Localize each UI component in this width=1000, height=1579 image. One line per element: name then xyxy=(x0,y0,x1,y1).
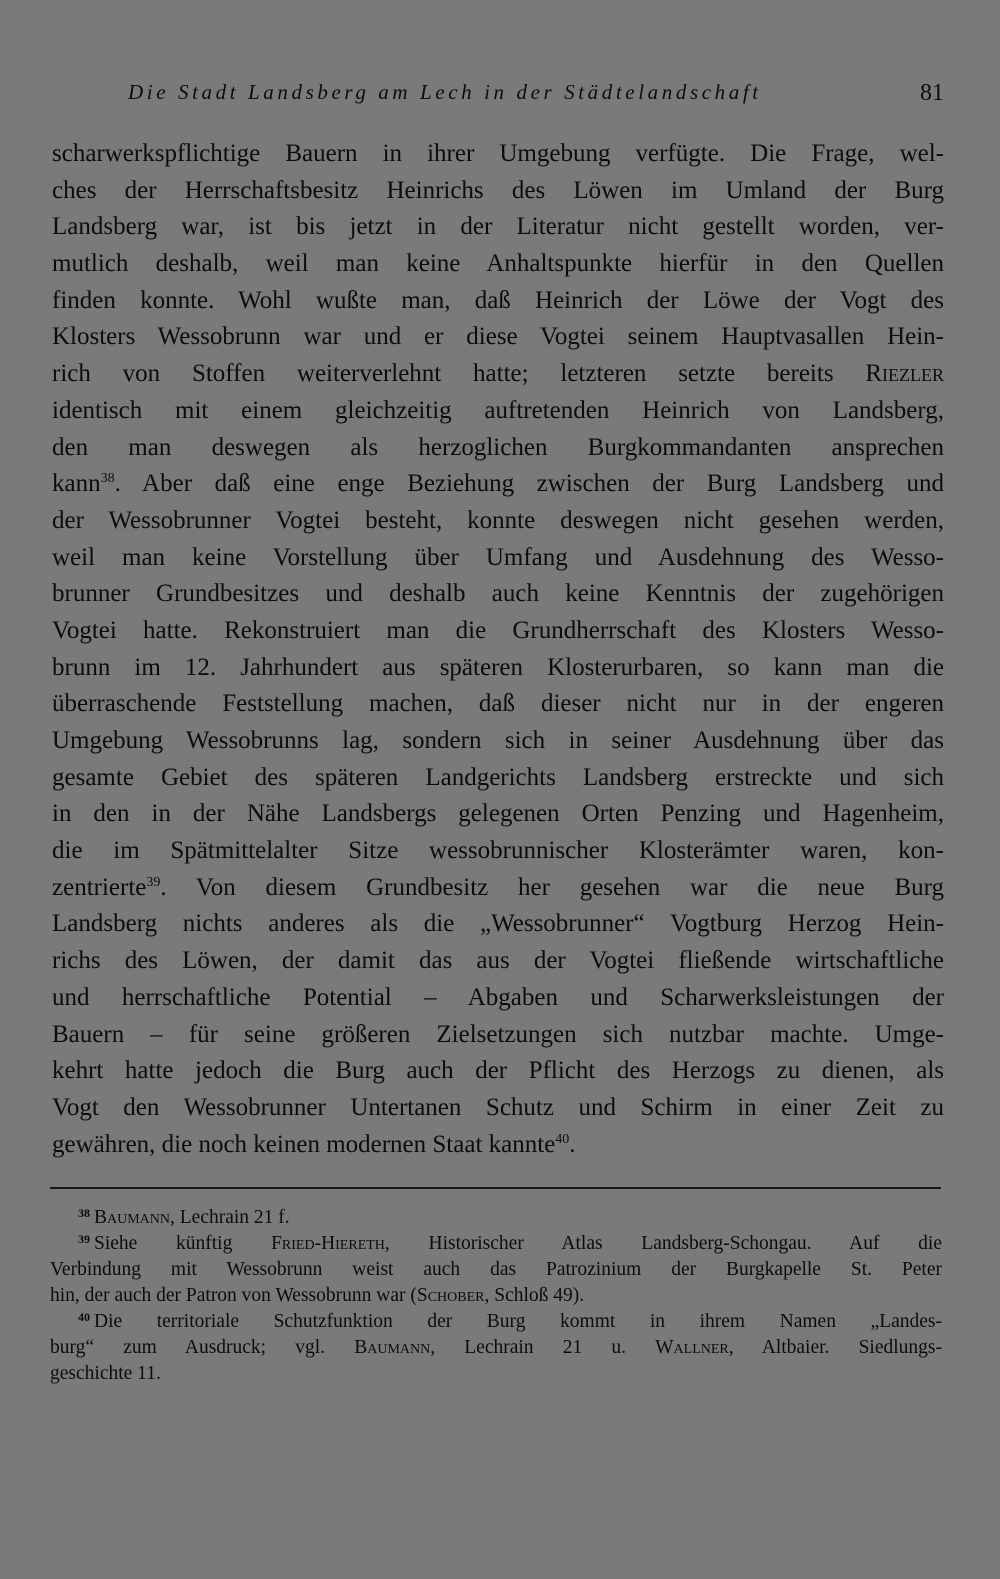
text-line: finden konnte. Wohl wußte man, daß Heinrich der Löwe der Vogt des xyxy=(52,286,944,314)
text-line: den man deswegen als herzoglichen Burgkommandanten ansprechen xyxy=(52,433,944,461)
author-name: Baumann xyxy=(354,1337,431,1358)
text-line: mutlich deshalb, weil man keine Anhaltspunkte hierfür in den Quellen xyxy=(52,250,944,278)
text-line: weil man keine Vorstellung über Umfang und Ausdehnung des Wesso- xyxy=(52,543,944,571)
footnote-number: 39 xyxy=(78,1232,90,1246)
running-title: Die Stadt Landsberg am Lech in der Städtelandschaft xyxy=(128,80,762,104)
text-line xyxy=(52,466,944,503)
text-fragment: rich von Stoffen weiterverlehnt hatte; letzteren setzte bereits xyxy=(52,360,834,388)
text-line: scharwerkspflichtige Bauern in ihrer Umgebung verfügte. Die Frage, wel- xyxy=(52,140,944,167)
footnote-ref[interactable]: 40 xyxy=(555,1131,570,1147)
text-line: Vogt den Wessobrunner Untertanen Schutz und Schirm in einer Zeit zu xyxy=(52,1093,944,1121)
footnote-divider xyxy=(50,1187,941,1189)
text-line: Klosters Wessobrunn war und er diese Vogtei seinem Hauptvasallen Hein- xyxy=(52,323,944,351)
text-line: Vogtei hatte. Rekonstruiert man die Grundherrschaft des Klosters Wesso- xyxy=(52,616,944,644)
text-line: Bauern – für seine größeren Zielsetzungen sich nutzbar machte. Umge- xyxy=(52,1020,944,1048)
page-header xyxy=(128,80,944,112)
footnote-38 xyxy=(50,1205,942,1231)
footnote-number: 38 xyxy=(78,1206,90,1220)
text-line: der Wessobrunner Vogtei besteht, konnte deswegen nicht gesehen werden, xyxy=(52,506,944,534)
text-fragment: . Von diesem Grundbesitz her gesehen war die neue Burg xyxy=(160,873,944,901)
text-fragment: Die territoriale Schutzfunktion der Burg kommt in ihrem Namen „Landes- xyxy=(94,1311,942,1332)
text-line: identisch mit einem gleichzeitig auftretenden Heinrich von Landsberg, xyxy=(52,396,944,424)
text-fragment: , Schloß 49). xyxy=(484,1285,585,1306)
text-line: kehrt hatte jedoch die Burg auch der Pflicht des Herzogs zu dienen, als xyxy=(52,1057,944,1085)
text-fragment: . Aber daß eine enge Beziehung zwischen der Burg Landsberg und xyxy=(114,470,944,498)
text-fragment: , Lechrain 21 f. xyxy=(170,1207,290,1228)
footnote-ref[interactable]: 39 xyxy=(146,874,161,890)
text-line: und herrschaftliche Potential – Abgaben und Scharwerksleistungen der xyxy=(52,983,944,1011)
text-line: in den in der Nähe Landsbergs gelegenen Orten Penzing und Hagenheim, xyxy=(52,800,944,828)
text-line xyxy=(52,356,944,393)
text-line xyxy=(52,870,944,907)
author-name: Riezler xyxy=(865,360,944,388)
text-line: brunn im 12. Jahrhundert aus späteren Klosterurbaren, so kann man die xyxy=(52,653,944,681)
footnote-line xyxy=(50,1283,942,1309)
text-fragment: kann xyxy=(52,470,101,498)
footnotes xyxy=(50,1205,942,1387)
footnote-line xyxy=(50,1335,942,1361)
footnote-39 xyxy=(50,1231,942,1257)
text-line: Umgebung Wessobrunns lag, sondern sich in seiner Ausdehnung über das xyxy=(52,727,944,754)
text-line: überraschende Feststellung machen, daß dieser nicht nur in der engeren xyxy=(52,690,944,718)
text-line: brunner Grundbesitzes und deshalb auch keine Kenntnis der zugehörigen xyxy=(52,580,944,608)
page-number: 81 xyxy=(920,80,944,106)
text-line: gesamte Gebiet des späteren Landgerichts Landsberg erstreckte und sich xyxy=(52,763,944,791)
text-line: die im Spätmittelalter Sitze wessobrunnischer Klosterämter waren, kon- xyxy=(52,837,944,865)
text-fragment: , Altbaier. Siedlungs- xyxy=(728,1337,943,1358)
text-fragment: hin, der auch der Patron von Wessobrunn war ( xyxy=(50,1285,417,1306)
text-fragment: , Historischer Atlas Landsberg-Schongau. Auf die xyxy=(384,1233,942,1254)
text-fragment: zentrierte xyxy=(52,873,147,901)
text-fragment: burg“ zum Ausdruck; vgl. xyxy=(50,1337,355,1358)
text-fragment: , Lechrain 21 u. xyxy=(430,1337,656,1358)
text-line: richs des Löwen, der damit das aus der Vogtei fließende wirtschaftliche xyxy=(52,947,944,975)
author-name: Schober xyxy=(416,1285,485,1306)
text-line: ches der Herrschaftsbesitz Heinrichs des Löwen im Umland der Burg xyxy=(52,176,944,204)
text-fragment: Siehe künftig xyxy=(94,1233,272,1254)
main-text xyxy=(52,136,944,1163)
footnote-ref[interactable]: 38 xyxy=(100,471,115,487)
footnote-line: geschichte 11. xyxy=(50,1363,161,1384)
author-name: Fried-Hiereth xyxy=(271,1233,385,1254)
text-line: Landsberg nichts anderes als die „Wessobrunner“ Vogtburg Herzog Hein- xyxy=(52,910,944,938)
footnote-40 xyxy=(50,1309,942,1335)
author-name: Baumann xyxy=(94,1207,171,1228)
author-name: Wallner xyxy=(655,1337,729,1358)
text-line: Landsberg war, ist bis jetzt in der Literatur nicht gestellt worden, ver- xyxy=(52,213,944,241)
footnote-number: 40 xyxy=(78,1310,90,1324)
text-line xyxy=(52,1127,944,1164)
text-fragment: gewähren, die noch keinen modernen Staat kannte xyxy=(52,1130,556,1158)
text-fragment: . xyxy=(569,1130,576,1158)
footnote-line: Verbindung mit Wessobrunn weist auch das Patrozinium der Burgkapelle St. Peter xyxy=(50,1259,942,1280)
